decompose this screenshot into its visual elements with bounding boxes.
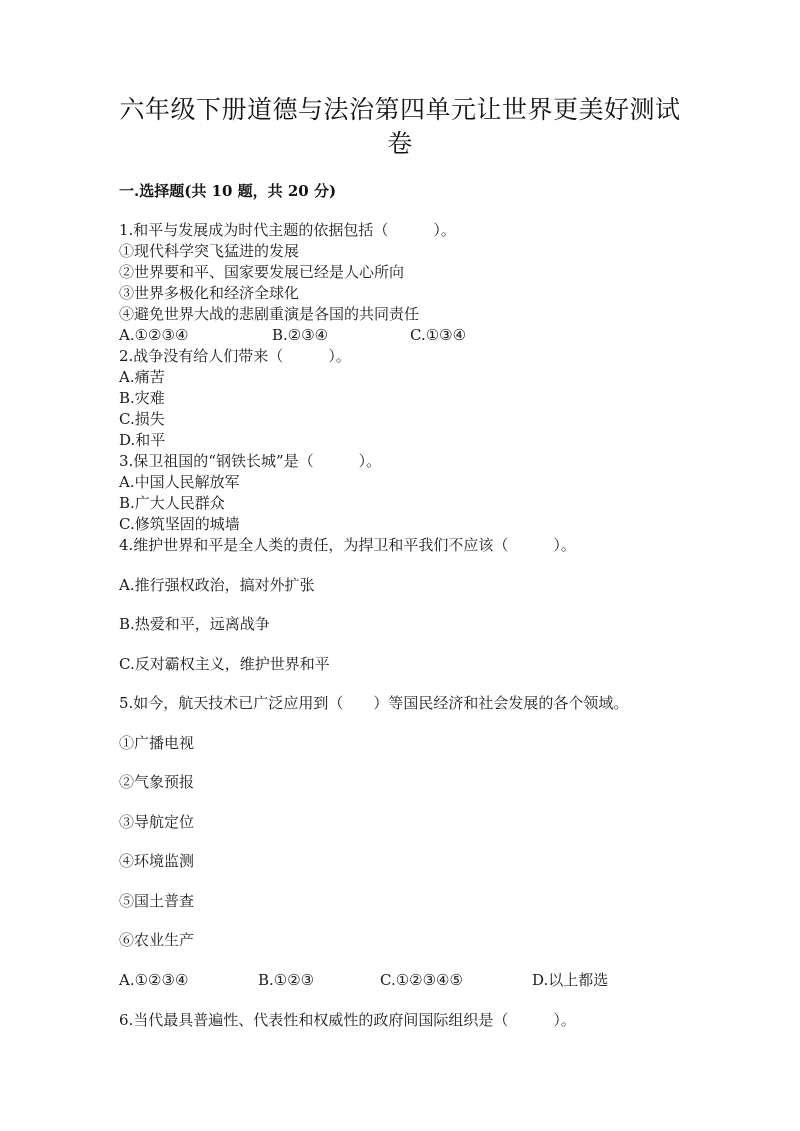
question-1-option-a: A.①②③④ [119, 326, 189, 344]
question-4-stem: 4.维护世界和平是全人类的责任，为捍卫和平我们不应该（ ）。 [119, 536, 576, 554]
question-3-option-c: C.修筑坚固的城墙 [119, 515, 240, 533]
question-5-option-b: B.①②③ [258, 971, 315, 989]
question-6-stem: 6.当代最具普遍性、代表性和权威性的政府间国际组织是（ ）。 [119, 1011, 576, 1029]
question-5-statement-3: ③导航定位 [119, 813, 195, 831]
exam-title-line-1: 六年级下册道德与法治第四单元让世界更美好测试 [119, 95, 681, 124]
exam-title-line-2: 卷 [387, 129, 413, 158]
question-3-option-a: A.中国人民解放军 [119, 473, 240, 491]
question-2-option-a: A.痛苦 [119, 368, 165, 386]
question-2-option-b: B.灾难 [119, 389, 165, 407]
question-1-statement-3: ③世界多极化和经济全球化 [119, 284, 300, 302]
question-4-option-c: C.反对霸权主义，维护世界和平 [119, 655, 330, 673]
question-3-option-b: B.广大人民群众 [119, 494, 225, 512]
question-1-statement-1: ①现代科学突飞猛进的发展 [119, 242, 300, 260]
question-4-option-b: B.热爱和平，远离战争 [119, 615, 270, 633]
question-1-statement-2: ②世界要和平、国家要发展已经是人心所向 [119, 263, 405, 281]
question-1-stem: 1.和平与发展成为时代主题的依据包括（ ）。 [119, 221, 456, 239]
question-5-option-c: C.①②③④⑤ [380, 971, 463, 989]
question-5-statement-6: ⑥农业生产 [119, 931, 195, 949]
section-heading: 一.选择题(共 10 题，共 20 分) [119, 182, 337, 200]
question-5-statement-1: ①广播电视 [119, 734, 195, 752]
question-1-option-b: B.②③④ [272, 326, 329, 344]
question-5-option-d: D.以上都选 [532, 971, 609, 989]
question-3-stem: 3.保卫祖国的“钢铁长城”是（ ）。 [119, 452, 382, 470]
question-5-statement-2: ②气象预报 [119, 773, 195, 791]
question-5-option-a: A.①②③④ [119, 971, 189, 989]
question-2-option-c: C.损失 [119, 410, 165, 428]
question-1-option-c: C.①③④ [410, 326, 467, 344]
question-5-statement-5: ⑤国土普查 [119, 892, 195, 910]
question-5-stem: 5.如今，航天技术已广泛应用到（ ）等国民经济和社会发展的各个领域。 [119, 694, 629, 712]
question-1-statement-4: ④避免世界大战的悲剧重演是各国的共同责任 [119, 305, 420, 323]
question-2-stem: 2.战争没有给人们带来（ ）。 [119, 347, 351, 365]
question-2-option-d: D.和平 [119, 431, 166, 449]
question-4-option-a: A.推行强权政治，搞对外扩张 [119, 576, 315, 594]
question-5-statement-4: ④环境监测 [119, 852, 195, 870]
